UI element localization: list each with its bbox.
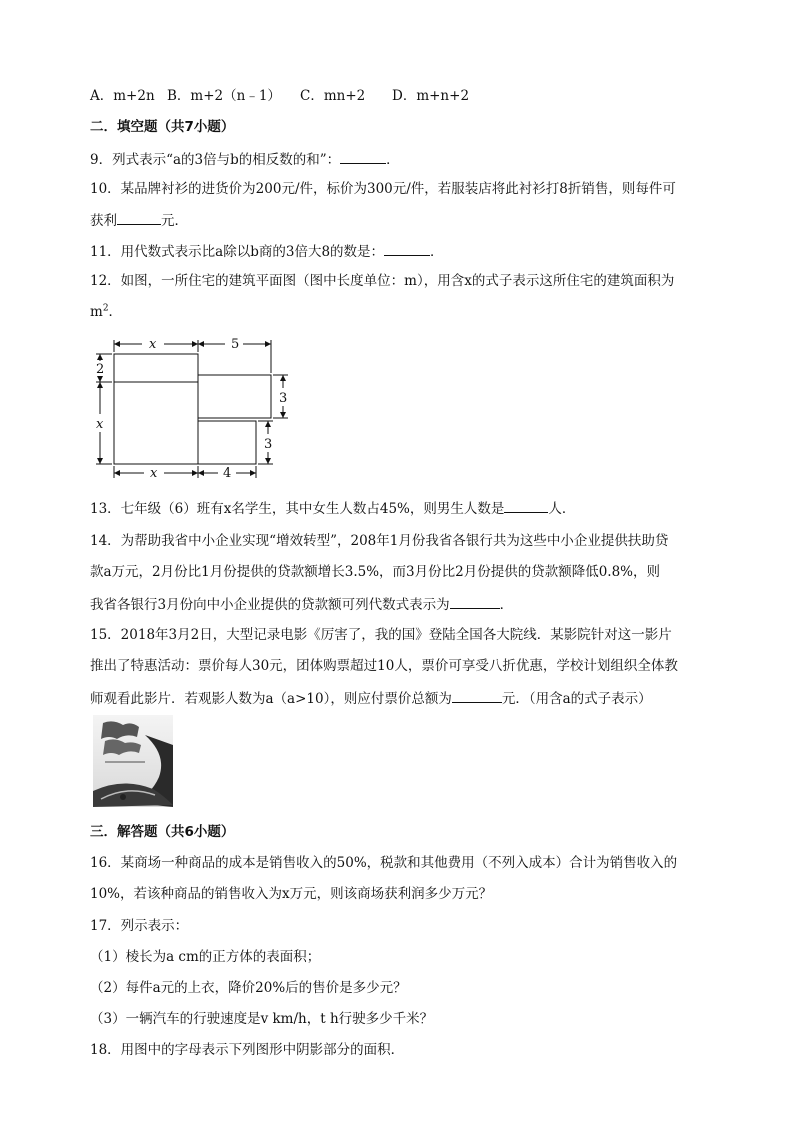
label-left-x: x — [96, 417, 104, 432]
question-10-line2 — [90, 210, 188, 230]
question-9-end: ． — [386, 152, 400, 168]
question-10-pre: 获利 — [90, 213, 117, 229]
question-15-line2: 推出了特惠活动：票价每人30元，团体购票超过10人，票价可享受八折优惠，学校计划组织全体教 — [90, 658, 678, 674]
question-15-post: 元．（用含a的式子表示） — [501, 691, 652, 707]
question-14-pre: 我省各银行3月份向中小企业提供的贷款额可列代数式表示为 — [90, 597, 450, 613]
question-14-line2: 款a万元，2月份比1月份提供的贷款额增长3.5%，而3月份比2月份提供的贷款额降低0.8%，则 — [90, 564, 660, 580]
option-a: A．m+2n — [90, 88, 155, 104]
label-bottom-x: x — [150, 466, 158, 481]
answer-blank — [450, 594, 500, 609]
question-15-pre: 师观看此影片．若观影人数为a（a>10），则应付票价总额为 — [90, 691, 452, 707]
answer-blank — [384, 241, 430, 256]
question-14-line3 — [90, 594, 513, 614]
floor-plan-figure — [88, 332, 303, 482]
question-17-item-3: （3）一辆汽车的行驶速度是v km/h，t h行驶多少千米？ — [90, 1011, 434, 1027]
question-12-line1: 12．如图，一所住宅的建筑平面图（图中长度单位：m），用含x的式子表示这所住宅的建筑面积为 — [90, 273, 675, 289]
question-17-item-2: （2）每件a元的上衣，降价20%后的售价是多少元？ — [90, 980, 407, 996]
answer-blank — [452, 688, 502, 703]
question-11-end: ． — [430, 244, 444, 260]
movie-poster-image — [93, 715, 173, 807]
answer-blank — [340, 149, 386, 164]
label-right-3-lower: 3 — [264, 437, 273, 452]
question-12-line2 — [90, 303, 122, 321]
question-13-text: 13．七年级（6）班有x名学生，其中女生人数占45%，则男生人数是 — [90, 501, 505, 517]
question-16-line1: 16．某商场一种商品的成本是销售收入的50%，税款和其他费用（不列入成本）合计为销售收入的 — [90, 855, 678, 871]
question-9 — [90, 149, 400, 169]
section-title-solutions: 三．解答题（共6小题） — [90, 824, 235, 840]
main-rectangle — [114, 354, 198, 464]
question-15-line3 — [90, 688, 652, 708]
unit-superscript: 2 — [102, 303, 109, 314]
label-left-2: 2 — [96, 362, 105, 377]
option-c: C．mn+2 — [300, 88, 366, 104]
question-10-post: 元． — [161, 213, 188, 229]
unit-m: m — [90, 304, 103, 320]
question-11 — [90, 241, 444, 261]
label-right-3-upper: 3 — [279, 391, 288, 406]
section-title-fill-in: 二．填空题（共7小题） — [90, 119, 235, 135]
question-15-line1: 15．2018年3月2日，大型记录电影《厉害了，我的国》登陆全国各大院线．某影院针对这一影片 — [90, 627, 672, 643]
answer-blank — [117, 210, 161, 225]
label-top-5: 5 — [231, 337, 240, 352]
question-12-end: ． — [108, 304, 123, 320]
right-upper-rectangle — [198, 375, 271, 418]
option-d: D．m+n+2 — [392, 88, 470, 104]
question-18: 18．用图中的字母表示下列图形中阴影部分的面积． — [90, 1042, 405, 1058]
question-13 — [90, 498, 575, 518]
question-11-text: 11．用代数式表示比a除以b商的3倍大8的数是： — [90, 244, 385, 260]
answer-blank — [504, 498, 548, 513]
question-9-text: 9．列式表示“a的3倍与b的相反数的和”： — [90, 152, 341, 168]
option-b: B．m+2（n﹣1） — [167, 88, 281, 104]
question-17-title: 17．列示表示： — [90, 918, 189, 934]
label-top-x: x — [149, 337, 157, 352]
question-10-line1: 10．某品牌衬衫的进货价为200元/件，标价为300元/件，若服装店将此衬衫打8折销售，则每件可 — [90, 181, 676, 197]
right-lower-rectangle — [198, 421, 256, 464]
question-13-end: 人． — [548, 501, 576, 517]
question-14-end: ． — [499, 597, 514, 613]
question-16-line2: 10%，若该种商品的销售收入为x万元，则该商场获利润多少万元？ — [90, 886, 493, 902]
question-17-item-1: （1）棱长为a cm的正方体的表面积； — [90, 949, 321, 965]
question-14-line1: 14．为帮助我省中小企业实现“增效转型”，208年1月份我省各银行共为这些中小企业提供扶助贷 — [90, 533, 669, 549]
label-bottom-4: 4 — [223, 466, 232, 481]
